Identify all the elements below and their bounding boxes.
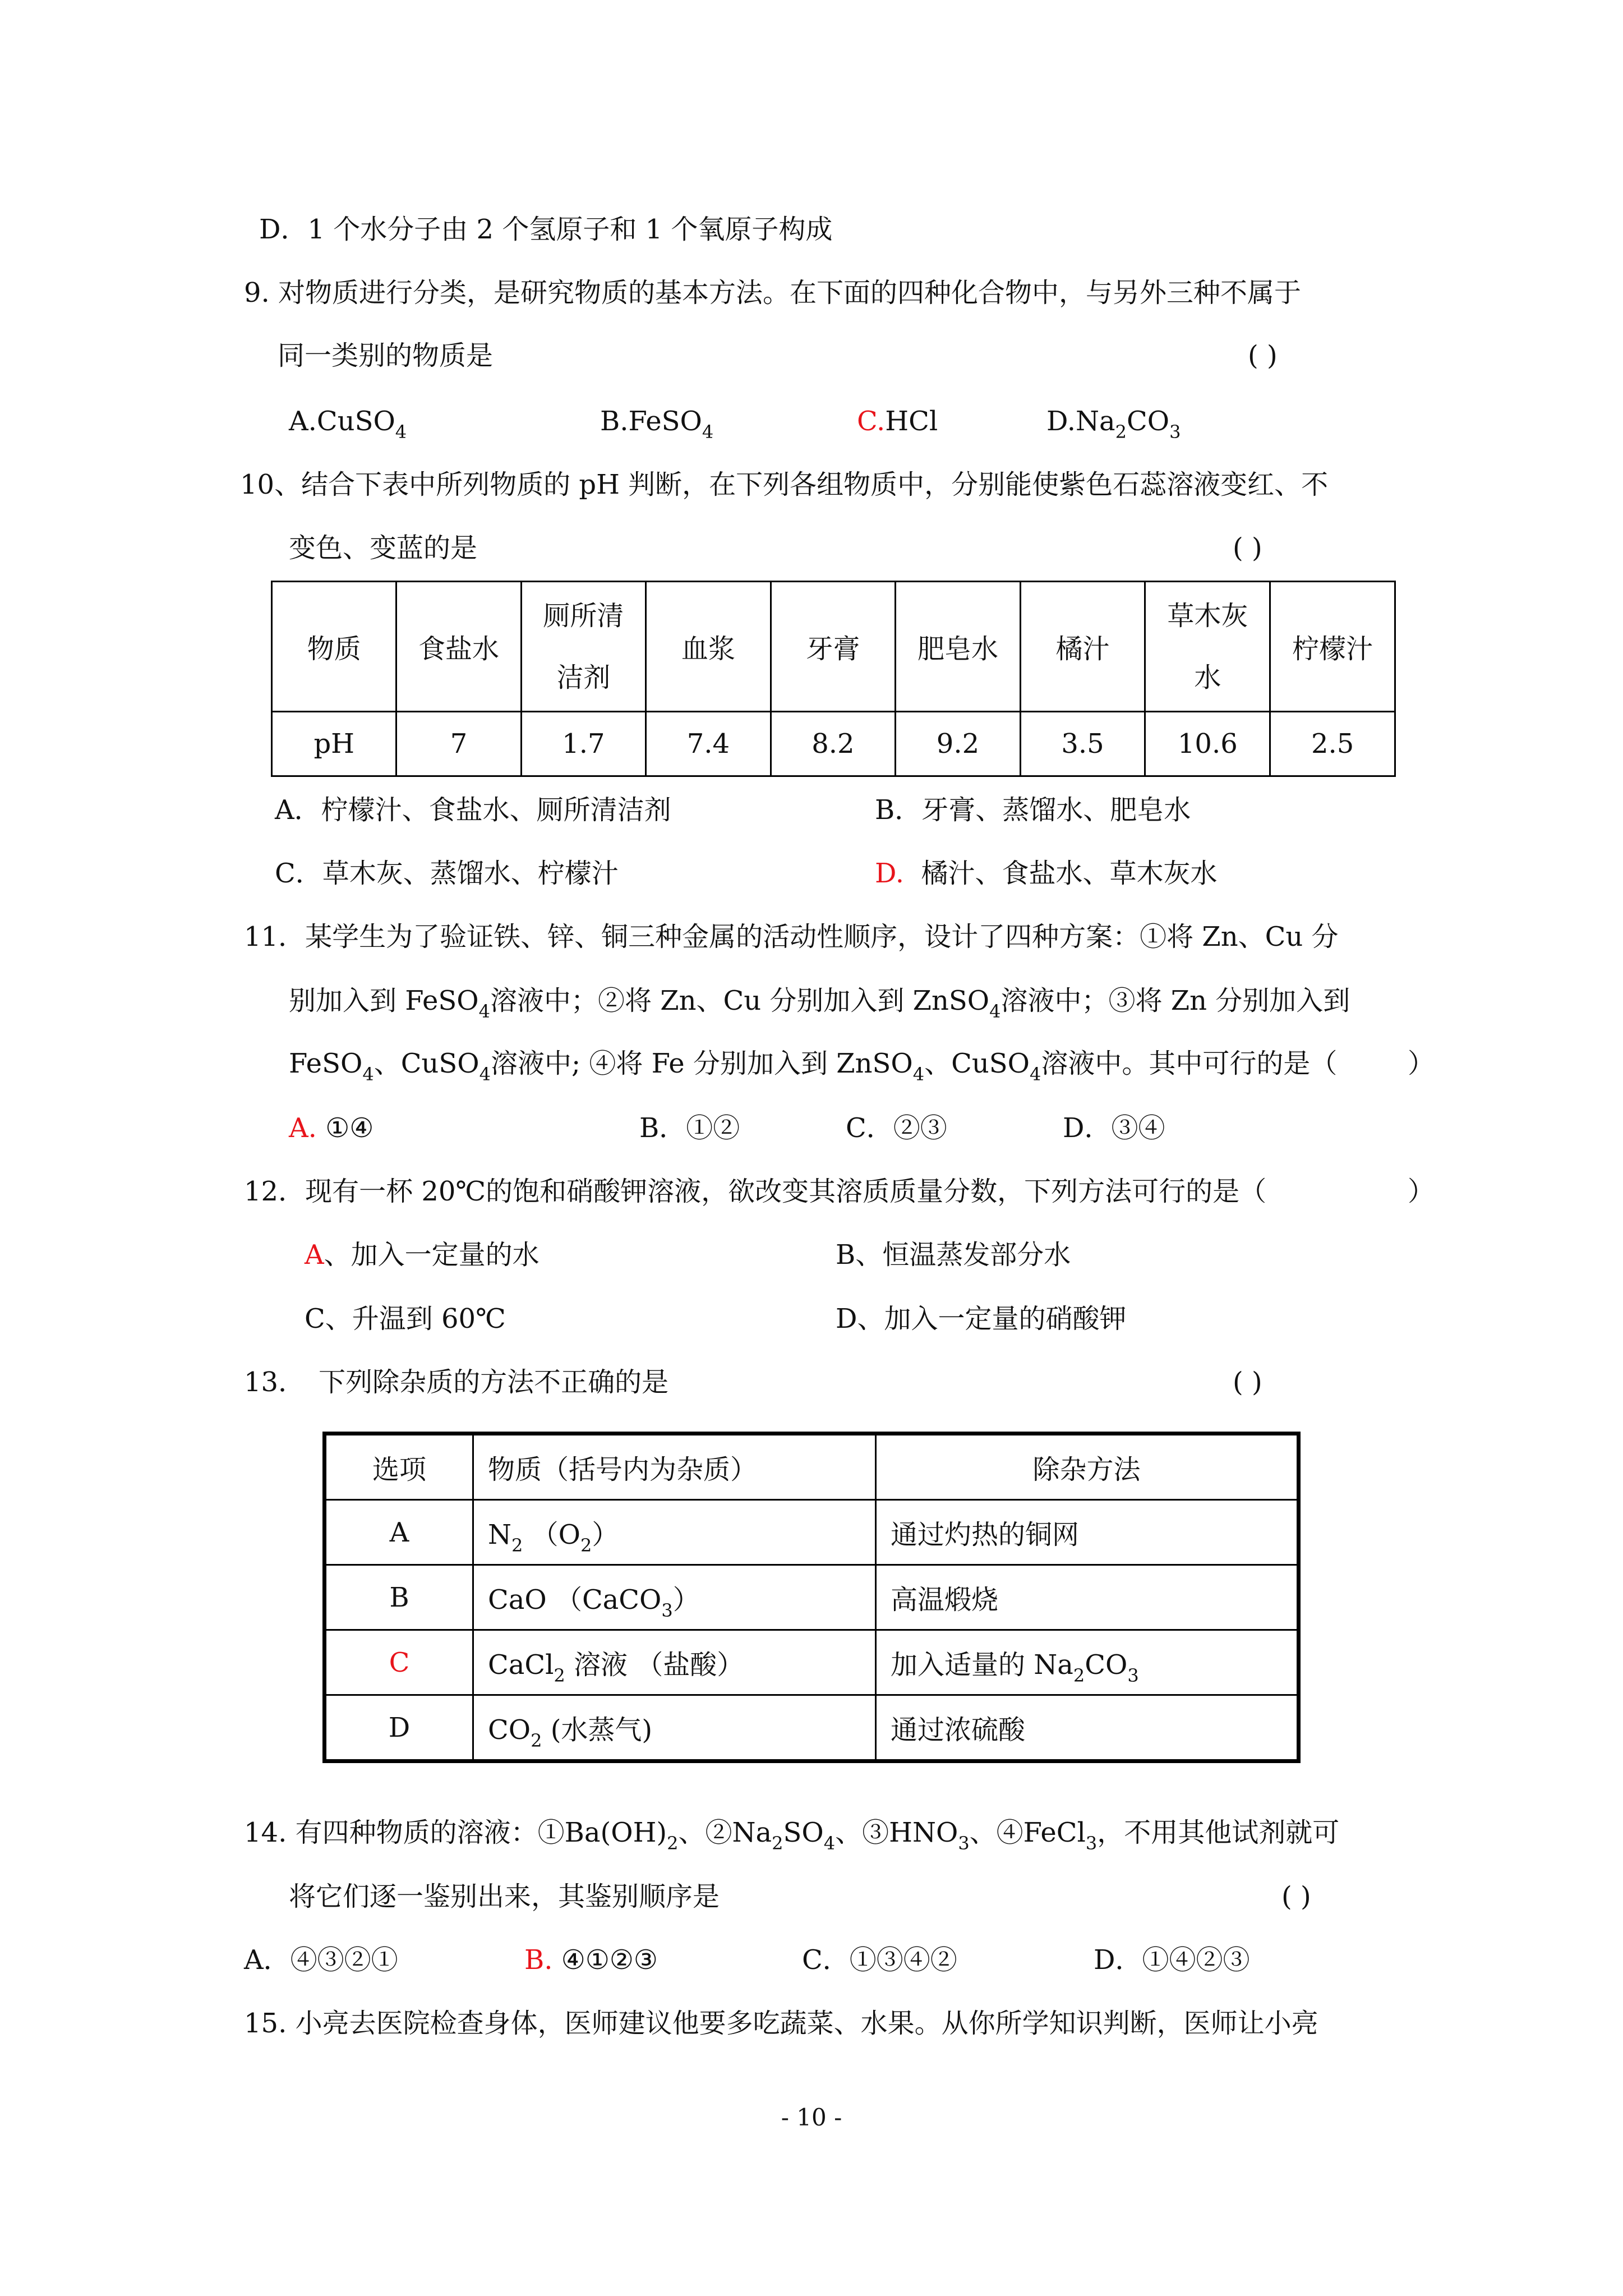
q14-option-a: A．④③②① [244,1944,398,1976]
q14-stem-line1: 14. 有四种物质的溶液：$①Ba(OH)_2$、$②Na_2SO_4$、$③HNO_3$、④FeCl$_3$，不用其他试剂就可 [244,1817,1340,1854]
q14-option-c: C．①③④② [802,1944,957,1976]
ph-table-header-cell: 肥皂水 [896,582,1021,712]
ph-table-header-cell: 橘汁 [1020,582,1145,712]
ph-table-cell: 8.2 [771,712,896,776]
impurity-table-header-cell: 选项 [325,1434,473,1500]
impurity-table-method: 高温煅烧 [876,1565,1299,1630]
q11-stem-line1: 11．某学生为了验证铁、锌、铜三种金属的活动性顺序，设计了四种方案：①将 Zn、Cu 分 [244,921,1339,953]
q10-option-d: D. 橘汁、食盐水、草木灰水 [875,858,1218,889]
ph-table-header-cell: 柠檬汁 [1270,582,1395,712]
impurity-table-substance: $CO_2$ (水蒸气) [473,1695,876,1761]
impurity-table-row [325,1565,1299,1630]
q11-stem-line3: FeSO$_4$、CuSO$_4$溶液中; ④将 Fe 分别加入到 ZnSO$_4$、CuSO$_4$溶液中。其中可行的是（ [289,1048,1338,1085]
impurity-table-option: B [325,1565,473,1630]
q13-stem: 13． 下列除杂质的方法不正确的是 [244,1366,669,1398]
q11-option-d: D．③④ [1063,1112,1165,1144]
ph-table-header-cell: 物质 [272,582,396,712]
ph-table-cell: 2.5 [1270,712,1395,776]
impurity-table-substance: $N_2$ $(O_2)$ [473,1500,876,1565]
impurity-table-method: 通过浓硫酸 [876,1695,1299,1761]
q12-stem: 12．现有一杯 20℃的饱和硝酸钾溶液，欲改变其溶质质量分数，下列方法可行的是（ [244,1176,1267,1207]
impurity-table-row [325,1695,1299,1761]
q10-stem-line1: 10、结合下表中所列物质的 pH 判断，在下列各组物质中，分别能使紫色石蕊溶液变红、不 [240,469,1329,500]
ph-table-cell: 9.2 [896,712,1021,776]
q10-answer-letter-d: D. [875,858,905,889]
q14-answer-paren: ( ) [1281,1881,1311,1912]
q14-option-d: D．①④②③ [1094,1944,1250,1976]
ph-table-cell: 1.7 [521,712,646,776]
ph-table-header-row [272,582,1395,712]
ph-table-cell: 10.6 [1145,712,1270,776]
q10-stem-line2: 变色、变蓝的是 [289,532,478,564]
q11-answer-close-paren: ） [1408,1048,1435,1079]
q9-option-a: A.CuSO$_4$ [289,406,407,443]
impurity-table-option: D [325,1695,473,1761]
q9-option-c: C.HCl [857,406,938,437]
q12-option-c: C、升温到 60℃ [305,1303,506,1335]
q9-answer-letter-c: C. [857,406,886,437]
ph-table-header-cell: 厕所清 洁剂 [521,582,646,712]
ph-table-header-cell: 牙膏 [771,582,896,712]
impurity-table-method: 加入适量的 $Na_2CO_3$ [876,1630,1299,1695]
q10-option-c: C．草木灰、蒸馏水、柠檬汁 [275,858,619,889]
q15-stem-line1: 15. 小亮去医院检查身体，医师建议他要多吃蔬菜、水果。从你所学知识判断，医师让小亮 [244,2008,1318,2039]
page-number: - 10 - [781,2104,842,2131]
q11-answer-letter-a: A. [289,1112,317,1144]
ph-table-cell: 3.5 [1020,712,1145,776]
impurity-table-substance: CaCl$_2$ 溶液 （盐酸） [473,1630,876,1695]
q11-option-a: A. ①④ [289,1112,374,1144]
impurity-table-header-row [325,1434,1299,1500]
q11-option-b: B．①② [639,1112,740,1144]
q12-answer-letter-a: A [305,1239,324,1271]
impurity-table-row [325,1630,1299,1695]
ph-table-header-cell: 草木灰 水 [1145,582,1270,712]
impurity-table-row [325,1500,1299,1565]
impurity-table-substance: CaO （CaCO$_3$） [473,1565,876,1630]
q8-option-d: D．1 个水分子由 2 个氢原子和 1 个氧原子构成 [259,214,833,245]
q9-stem-line2: 同一类别的物质是 [278,340,494,371]
q9-option-d: $D.Na_2CO_3$ [1046,406,1181,443]
q14-answer-letter-b: B. [524,1944,553,1976]
impurity-table-option-answer: C [325,1630,473,1695]
impurity-table-header-cell: 物质（括号内为杂质） [473,1434,876,1500]
q10-answer-paren: ( ) [1233,532,1262,564]
impurity-table-header-cell: 除杂方法 [876,1434,1299,1500]
ph-table-cell: 7.4 [646,712,771,776]
ph-table-header-cell: 血浆 [646,582,771,712]
q13-answer-paren: ( ) [1233,1366,1262,1398]
q12-option-a: A、加入一定量的水 [305,1239,540,1271]
ph-table-value-row [272,712,1395,776]
q12-answer-close-paren: ） [1408,1176,1435,1207]
q11-option-c: C．②③ [846,1112,947,1144]
ph-table-cell: pH [272,712,396,776]
impurity-table [322,1432,1301,1763]
q12-option-b: B、恒温蒸发部分水 [836,1239,1071,1271]
q10-option-b: B．牙膏、蒸馏水、肥皂水 [875,794,1191,826]
impurity-table-option: A [325,1500,473,1565]
ph-table-header-cell: 食盐水 [396,582,521,712]
q14-option-b: B. ④①②③ [524,1944,658,1976]
q10-option-a: A．柠檬汁、食盐水、厕所清洁剂 [275,794,671,826]
ph-table [271,581,1396,777]
q14-stem-line2: 将它们逐一鉴别出来，其鉴别顺序是 [289,1881,720,1912]
impurity-table-method: 通过灼热的铜网 [876,1500,1299,1565]
q9-option-b: B.FeSO$_4$ [600,406,714,443]
ph-table-cell: 7 [396,712,521,776]
q12-option-d: D、加入一定量的硝酸钾 [836,1303,1127,1335]
q9-answer-paren: ( ) [1248,340,1278,371]
q9-stem-line1: 9. 对物质进行分类，是研究物质的基本方法。在下面的四种化合物中，与另外三种不属于 [244,277,1302,309]
q11-stem-line2: 别加入到 FeSO$_4$溶液中；②将 Zn、Cu 分别加入到 ZnSO$_4$溶液中；③将 Zn 分别加入到 [289,985,1350,1022]
